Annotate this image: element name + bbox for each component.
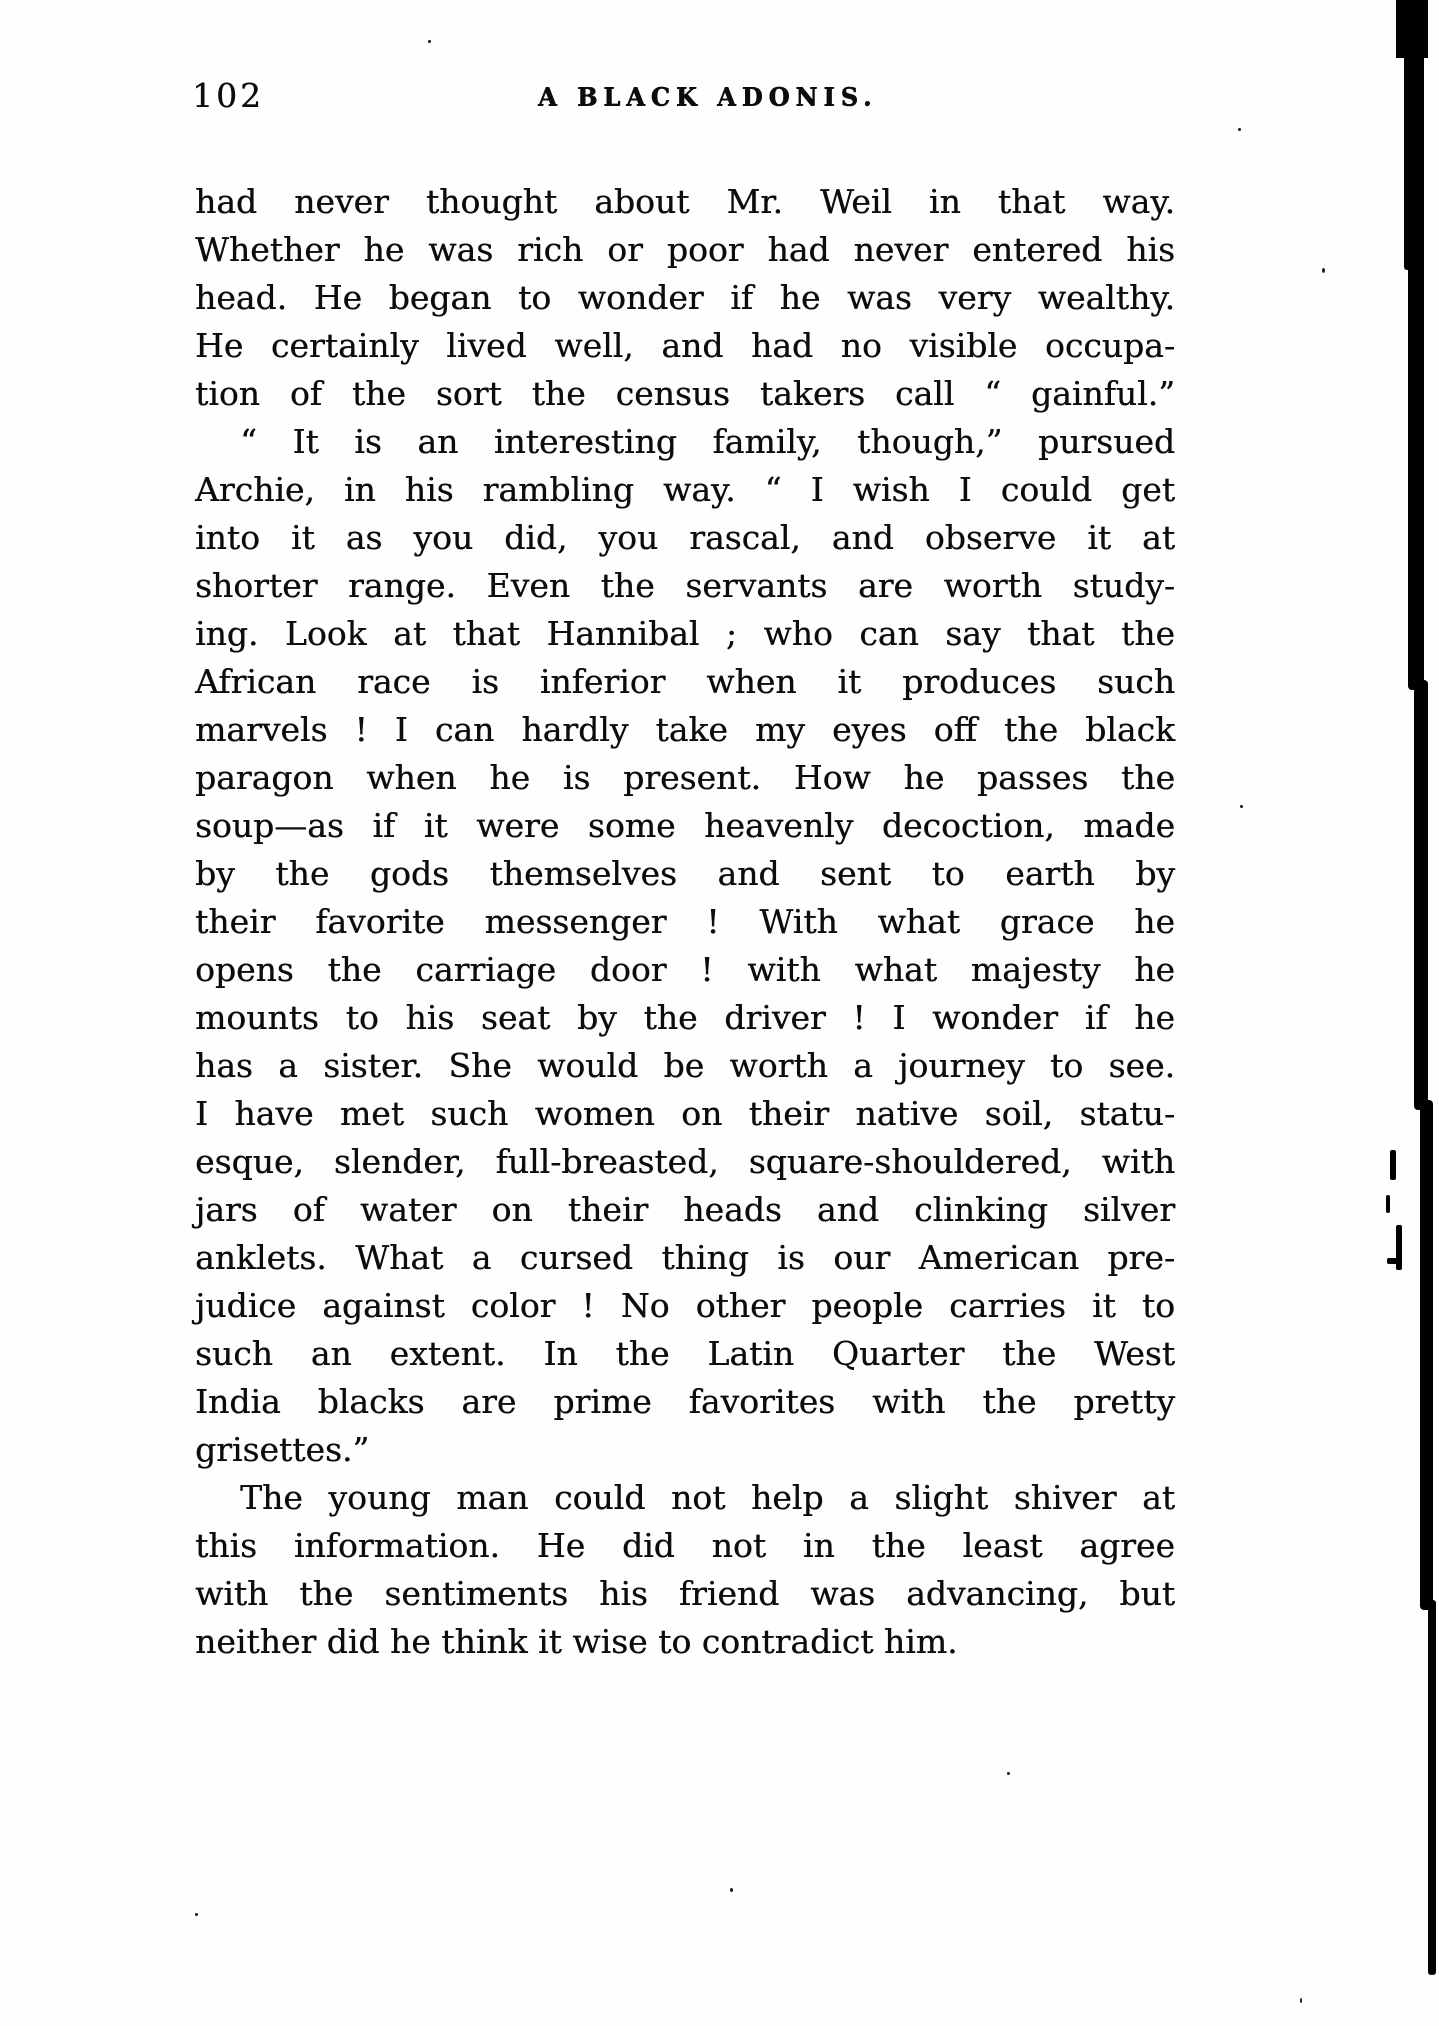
text-line: opens the carriage door ! with what majesty he — [195, 950, 1175, 989]
text-line: paragon when he is present. How he passes the — [195, 758, 1175, 797]
scan-speckle — [1387, 1258, 1399, 1264]
text-line: I have met such women on their native soil, statu- — [195, 1094, 1175, 1133]
dust-dot — [428, 40, 431, 43]
text-line: African race is inferior when it produces such — [195, 662, 1175, 701]
dust-dot — [1238, 128, 1241, 131]
text-line: India blacks are prime favorites with the pretty — [195, 1382, 1175, 1421]
text-line: shorter range. Even the servants are worth study- — [195, 566, 1175, 605]
scan-edge-bar-segment — [1420, 1100, 1433, 1610]
text-line: has a sister. She would be worth a journey to see. — [195, 1046, 1175, 1085]
text-line: The young man could not help a slight shiver at — [240, 1478, 1175, 1517]
dust-dot — [1240, 805, 1243, 808]
dust-dot — [1322, 268, 1325, 273]
scan-edge-bar-segment — [1414, 680, 1428, 1110]
scan-speckle — [1390, 1150, 1396, 1180]
text-line: mounts to his seat by the driver ! I wonder if he — [195, 998, 1175, 1037]
dust-dot — [1007, 1772, 1010, 1775]
text-line: anklets. What a cursed thing is our American pre- — [195, 1238, 1175, 1277]
text-line: Archie, in his rambling way. “ I wish I could get — [195, 470, 1175, 509]
text-line: neither did he think it wise to contradict him. — [195, 1622, 958, 1661]
text-line: judice against color ! No other people carries it to — [195, 1286, 1175, 1325]
text-line: ing. Look at that Hannibal ; who can say that the — [195, 614, 1175, 653]
text-line: with the sentiments his friend was advancing, but — [195, 1574, 1175, 1613]
text-line: into it as you did, you rascal, and observe it at — [195, 518, 1175, 557]
text-line: their favorite messenger ! With what grace he — [195, 902, 1175, 941]
text-line: by the gods themselves and sent to earth by — [195, 854, 1175, 893]
text-line: had never thought about Mr. Weil in that way. — [195, 182, 1175, 221]
text-line: marvels ! I can hardly take my eyes off the black — [195, 710, 1175, 749]
text-line: head. He began to wonder if he was very wealthy. — [195, 278, 1175, 317]
scan-edge-bar-segment — [1408, 260, 1424, 690]
scan-edge-bar-segment — [1404, 0, 1424, 270]
scan-speckle — [1386, 1195, 1390, 1213]
text-line: esque, slender, full-breasted, square-shouldered, with — [195, 1142, 1175, 1181]
text-line: this information. He did not in the least agree — [195, 1526, 1175, 1565]
body-text — [195, 178, 1175, 1666]
text-line: “ It is an interesting family, though,” pursued — [240, 422, 1175, 461]
page-number: 102 — [192, 76, 264, 115]
dust-dot — [195, 1913, 198, 1916]
text-line: jars of water on their heads and clinking silver — [195, 1190, 1175, 1229]
running-title: A BLACK ADONIS. — [538, 81, 878, 112]
text-line: Whether he was rich or poor had never entered his — [195, 230, 1175, 269]
dust-dot — [730, 1888, 733, 1892]
text-line: tion of the sort the census takers call “ gainful.” — [195, 374, 1175, 413]
text-line: grisettes.” — [195, 1430, 370, 1469]
scan-edge-bar-segment — [1428, 1600, 1436, 1975]
text-line: soup—as if it were some heavenly decoction, made — [195, 806, 1175, 845]
text-line: He certainly lived well, and had no visible occupa- — [195, 326, 1175, 365]
dust-dot — [1300, 1998, 1302, 2003]
text-line: such an extent. In the Latin Quarter the West — [195, 1334, 1175, 1373]
